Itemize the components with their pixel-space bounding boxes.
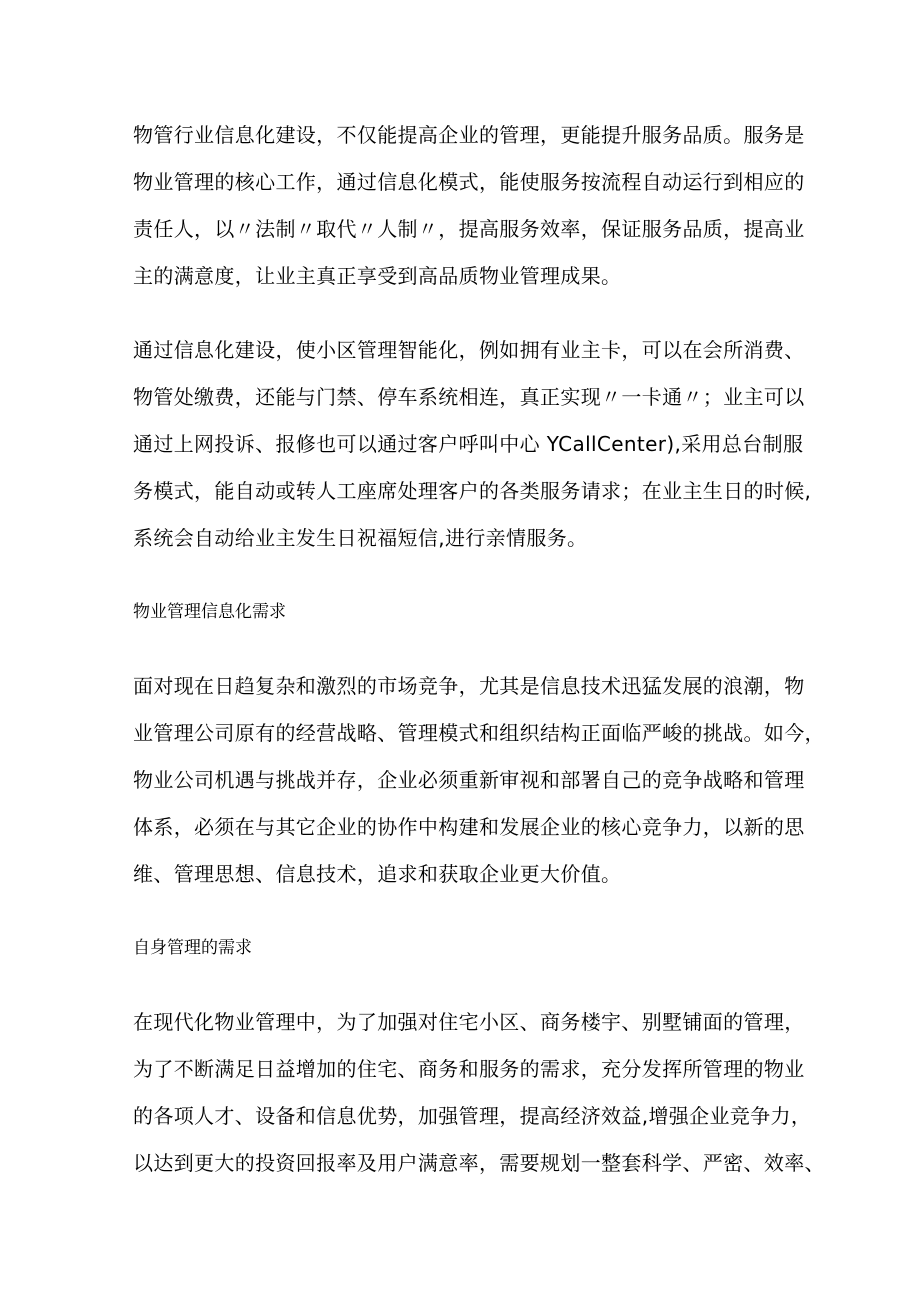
- text-line: 物管行业信息化建设，不仅能提高企业的管理，更能提升服务品质。服务是: [133, 123, 805, 147]
- text-line: 面对现在日趋复杂和激烈的市场竞争，尤其是信息技术迅猛发展的浪潮，物: [133, 674, 805, 698]
- paragraph-market: [133, 663, 825, 898]
- text-line: 维、管理思想、信息技术，追求和获取企业更大价值。: [133, 862, 622, 886]
- text-line: 通过上网投诉、报修也可以通过客户呼叫中心 YCallCenter),采用总台制服: [133, 432, 804, 456]
- text-line: 责任人，以〃法制〃取代〃人制〃，提高服务效率，保证服务品质，提高业: [133, 217, 805, 241]
- text-line: 物业管理的核心工作，通过信息化模式，能使服务按流程自动运行到相应的: [133, 170, 805, 194]
- text-line: 主的满意度，让业主真正享受到高品质物业管理成果。: [133, 264, 622, 288]
- text-line: 在现代化物业管理中，为了加强对住宅小区、商务楼宇、别墅铺面的管理，: [133, 1010, 805, 1034]
- text-line: 以达到更大的投资回报率及用户满意率，需要规划一整套科学、严密、效率、: [133, 1151, 825, 1175]
- text-line: 系统会自动给业主发生日祝福短信,进行亲情服务。: [133, 526, 588, 550]
- section-heading-self-management: 自身管理的需求: [133, 938, 252, 958]
- paragraph-intro: [133, 112, 803, 300]
- text-line: 物管处缴费，还能与门禁、停车系统相连，真正实现〃一卡通〃；业主可以: [133, 385, 805, 409]
- text-line: 为了不断满足日益增加的住宅、商务和服务的需求，充分发挥所管理的物业: [133, 1057, 805, 1081]
- text-line: 的各项人才、设备和信息优势，加强管理，提高经济效益,增强企业竞争力，: [133, 1104, 812, 1128]
- paragraph-informatization: [133, 327, 812, 562]
- text-line: 务模式，能自动或转人工座席处理客户的各类服务请求；在业主生日的时候,: [133, 479, 812, 503]
- section-heading-needs: 物业管理信息化需求: [133, 602, 286, 622]
- paragraph-modern-management: [133, 999, 825, 1187]
- text-line: 物业公司机遇与挑战并存，企业必须重新审视和部署自己的竞争战略和管理: [133, 768, 805, 792]
- text-line: 体系，必须在与其它企业的协作中构建和发展企业的核心竞争力，以新的思: [133, 815, 805, 839]
- text-line: 业管理公司原有的经营战略、管理模式和组织结构正面临严峻的挑战。如今，: [133, 721, 825, 745]
- document-body: [133, 112, 825, 1214]
- text-line: 通过信息化建设，使小区管理智能化，例如拥有业主卡，可以在会所消费、: [133, 338, 805, 362]
